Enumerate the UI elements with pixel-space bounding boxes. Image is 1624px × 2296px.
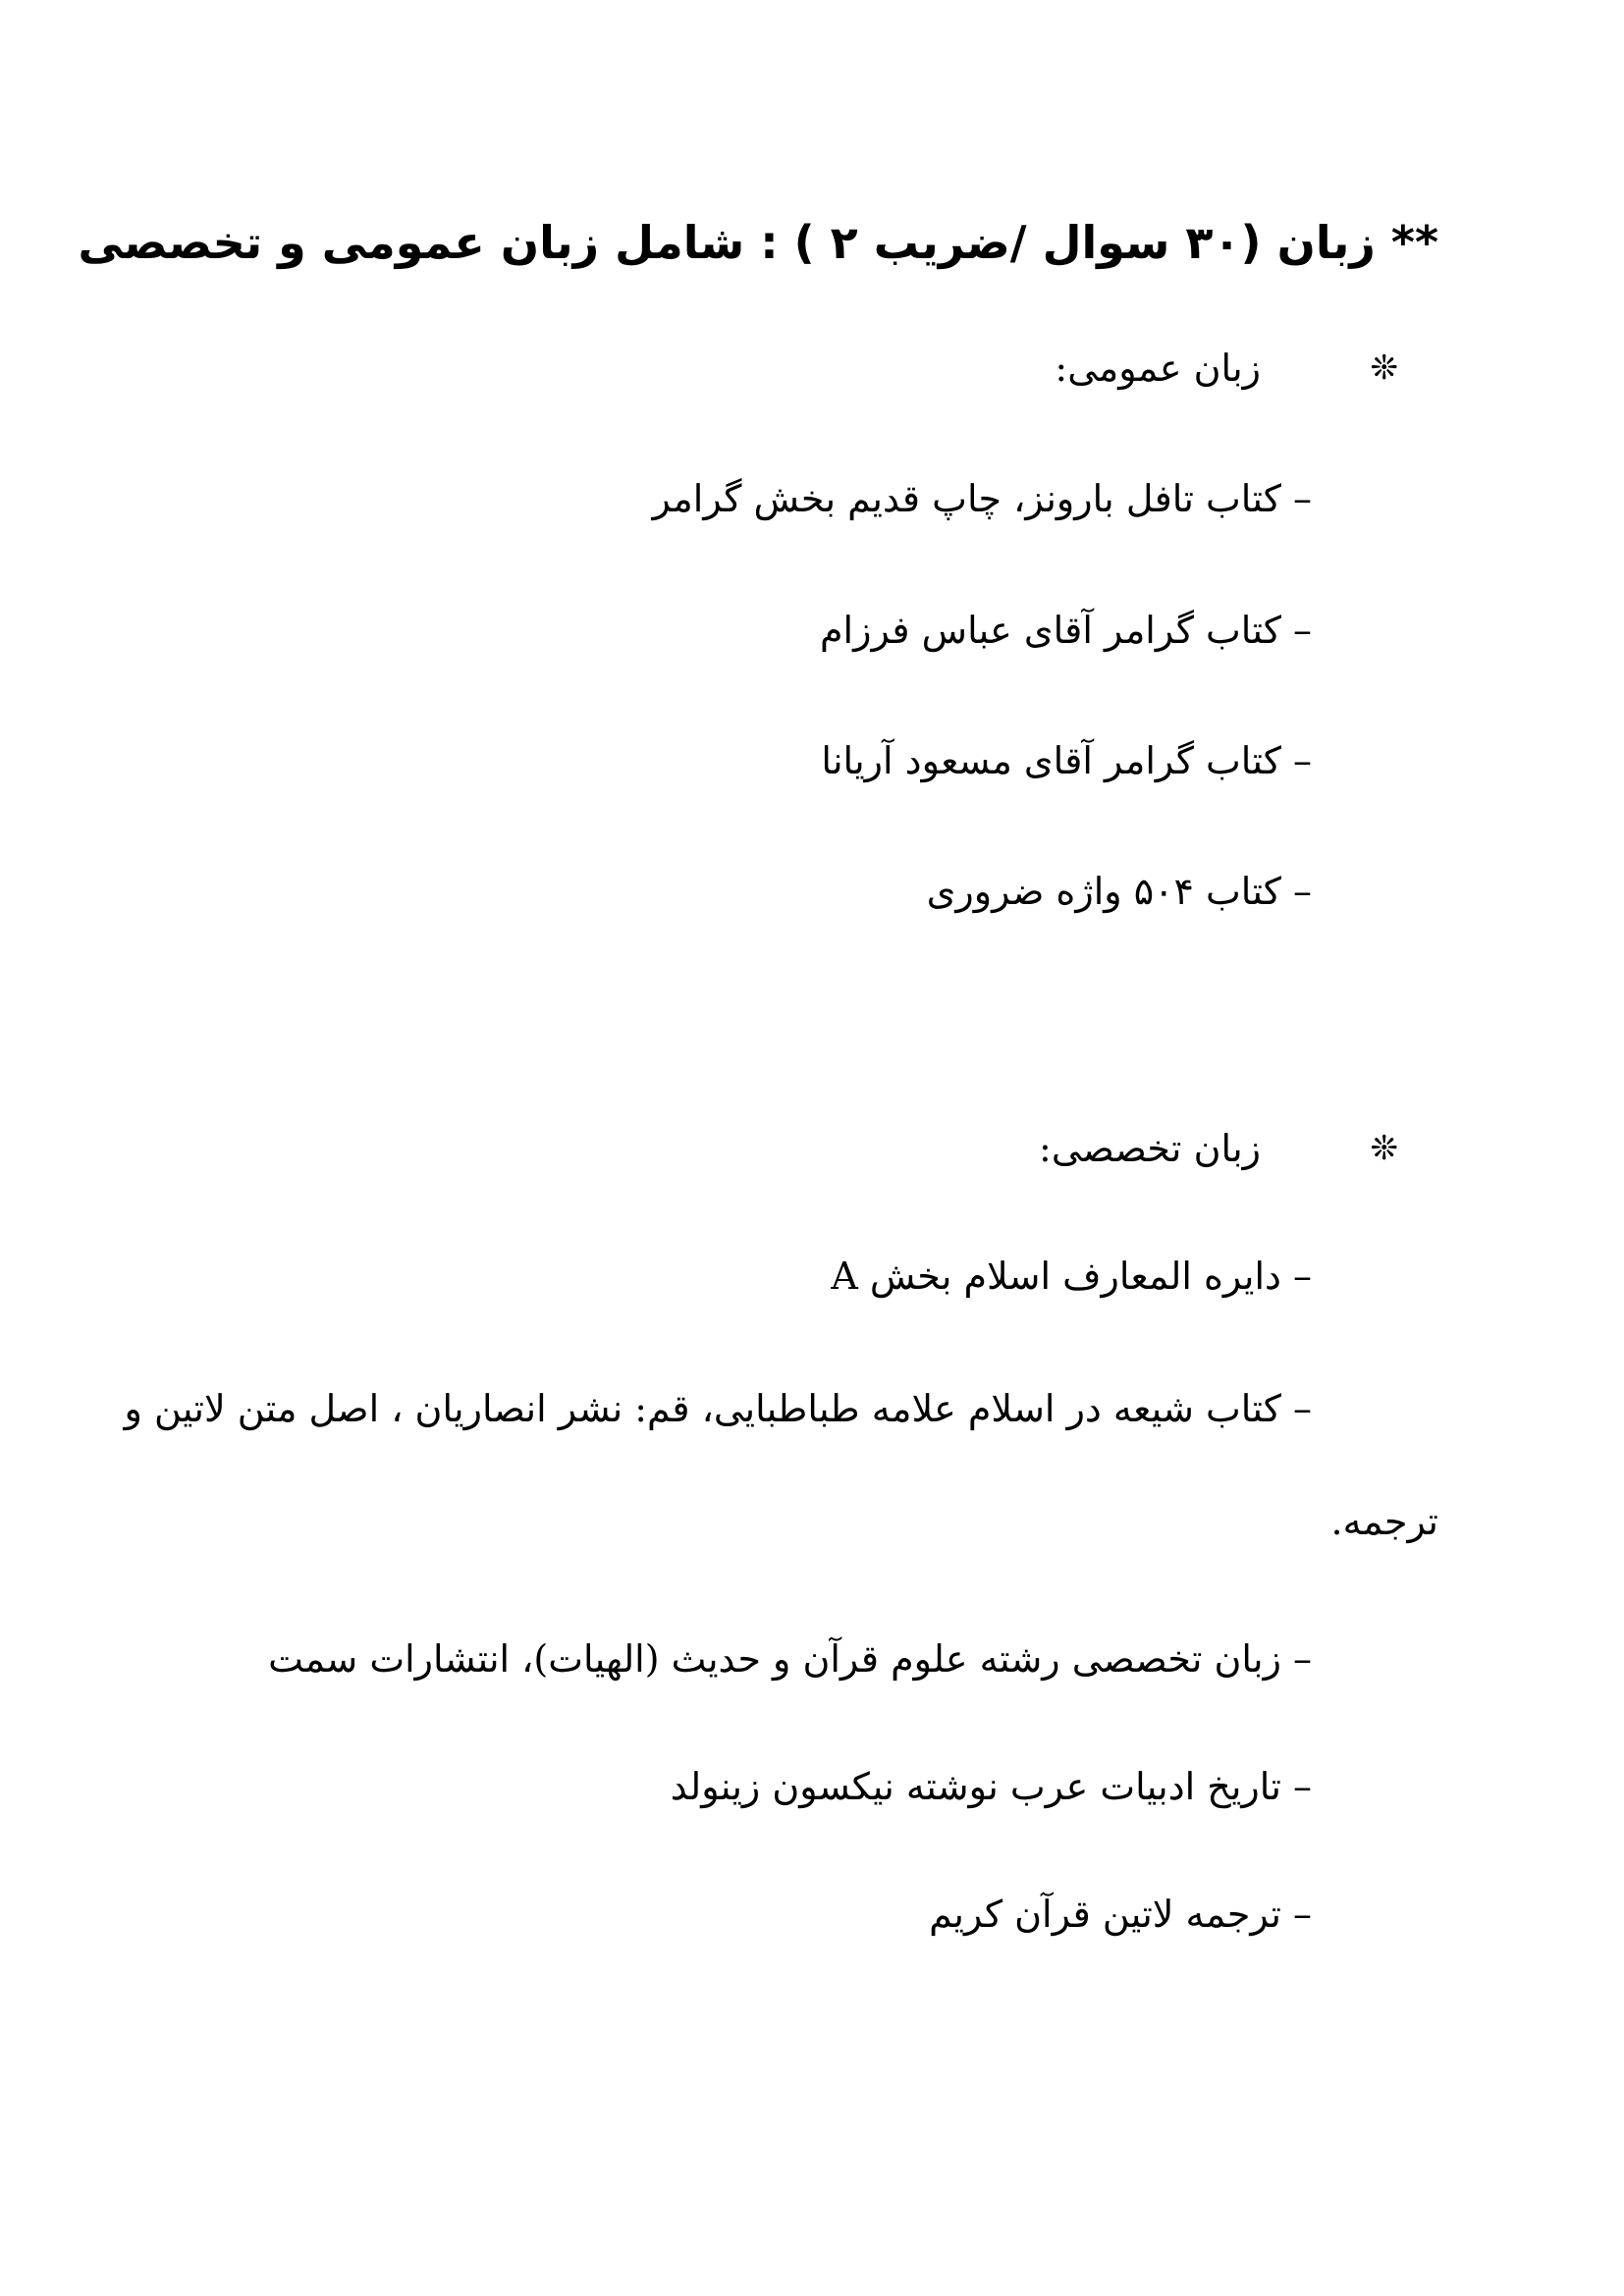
list-item: – کتاب شیعه در اسلام علامه طباطبایی، قم: نشر انصاریان ، اصل متن لاتین و xyxy=(124,1387,1312,1430)
list-item: – زبان تخصصی رشته علوم قرآن و حدیث (الهیات)، انتشارات سمت xyxy=(268,1637,1312,1681)
list-item: – ترجمه لاتین قرآن کریم xyxy=(929,1893,1312,1936)
section-heading-label: زبان تخصصی: xyxy=(1039,1127,1261,1170)
list-item: – کتاب ۵۰۴ واژه ضروری xyxy=(926,870,1312,913)
asterisk-bullet-icon: ❊ xyxy=(1370,348,1398,388)
page-title: ** زبان (۳۰ سوال /ضریب ۲ ) : شامل زبان عمومی و تخصصی xyxy=(78,216,1438,269)
list-item: – تاریخ ادبیات عرب نوشته نیکسون زینولد xyxy=(670,1765,1312,1808)
list-item: – کتاب گرامر آقای مسعود آریانا xyxy=(821,739,1312,782)
list-item: – کتاب گرامر آقای عباس فرزام xyxy=(820,609,1312,652)
list-item-continuation: ترجمه. xyxy=(1330,1500,1438,1543)
list-item: – کتاب تافل بارونز، چاپ قدیم بخش گرامر xyxy=(652,477,1312,520)
asterisk-bullet-icon: ❊ xyxy=(1370,1129,1398,1168)
section-heading-general xyxy=(907,339,1398,398)
section-heading-specialized xyxy=(907,1119,1398,1178)
list-item: – دایره المعارف اسلام بخش A xyxy=(831,1255,1312,1298)
section-heading-label: زبان عمومی: xyxy=(1055,347,1261,390)
